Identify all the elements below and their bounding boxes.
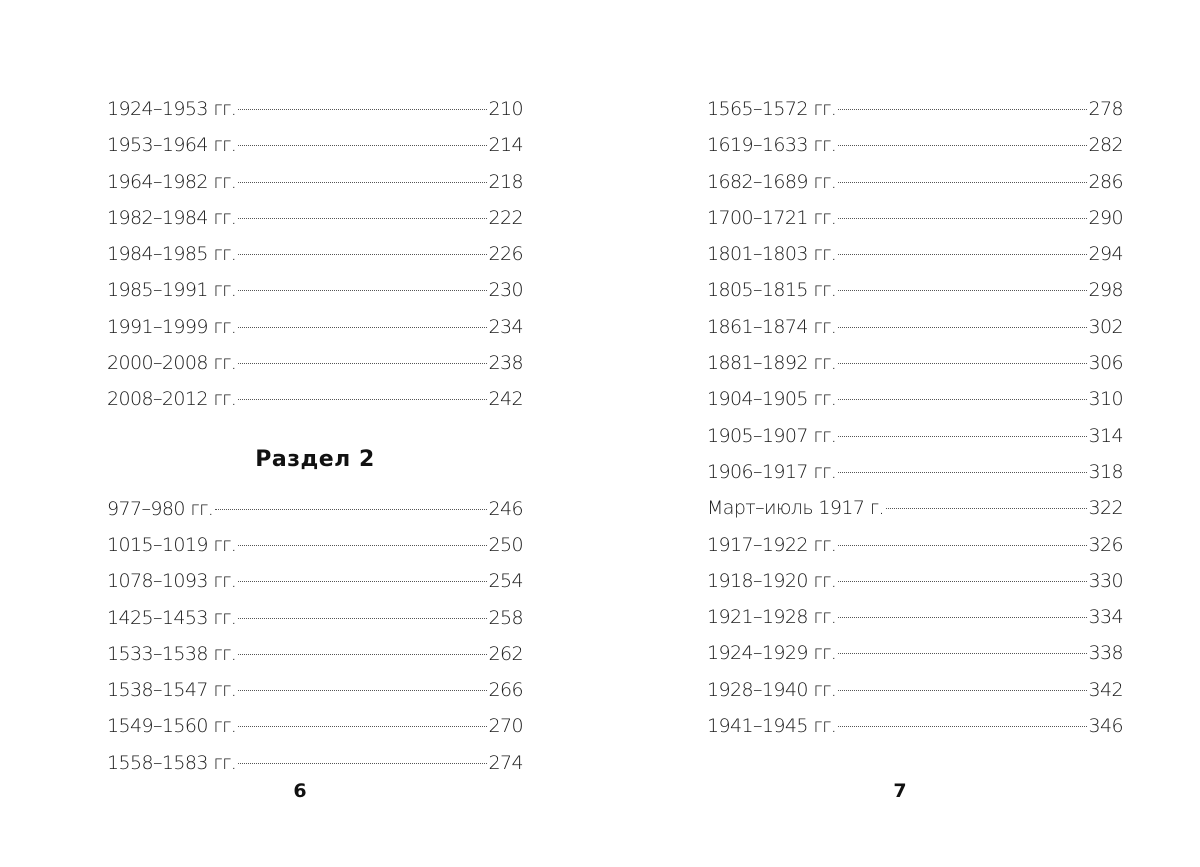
dot-leader xyxy=(238,581,486,582)
entry-title: 1921–1928 гг. xyxy=(707,606,837,629)
right-page xyxy=(600,0,1200,867)
dot-leader xyxy=(238,363,486,364)
dot-leader xyxy=(838,436,1086,437)
dot-leader xyxy=(838,472,1086,473)
entry-page-number: 266 xyxy=(488,679,523,702)
entry-page-number: 326 xyxy=(1088,533,1123,556)
dot-leader xyxy=(238,763,486,764)
entry-page-number: 238 xyxy=(488,352,523,375)
entry-page-number: 226 xyxy=(488,243,523,266)
entry-page-number: 294 xyxy=(1088,243,1123,266)
entry-title: 1619–1633 гг. xyxy=(707,134,837,157)
entry-page-number: 330 xyxy=(1088,569,1123,592)
dot-leader xyxy=(838,254,1086,255)
entry-page-number: 270 xyxy=(488,715,523,738)
toc-entry[interactable] xyxy=(707,272,1123,308)
entry-title: 1549–1560 гг. xyxy=(107,715,237,738)
entry-page-number: 222 xyxy=(488,206,523,229)
dot-leader xyxy=(838,726,1086,727)
entry-page-number: 246 xyxy=(488,497,523,520)
entry-title: 2008–2012 гг. xyxy=(107,388,237,411)
entry-page-number: 322 xyxy=(1088,497,1123,520)
toc-entry[interactable] xyxy=(707,309,1123,345)
entry-page-number: 338 xyxy=(1088,642,1123,665)
entry-page-number: 314 xyxy=(1088,424,1123,447)
toc-entry[interactable] xyxy=(107,236,523,272)
entry-title: 1801–1803 гг. xyxy=(707,243,837,266)
entry-page-number: 306 xyxy=(1088,352,1123,375)
dot-leader xyxy=(238,290,486,291)
dot-leader xyxy=(238,327,486,328)
entry-page-number: 234 xyxy=(488,315,523,338)
entry-title: 1906–1917 гг. xyxy=(707,460,837,483)
dot-leader xyxy=(838,363,1086,364)
dot-leader xyxy=(238,145,486,146)
entry-title: 1928–1940 гг. xyxy=(707,678,837,701)
toc-entry[interactable] xyxy=(707,200,1123,236)
dot-leader xyxy=(838,182,1086,183)
entry-page-number: 250 xyxy=(488,533,523,556)
toc-entry[interactable] xyxy=(707,381,1123,417)
entry-title: 977–980 гг. xyxy=(107,497,214,520)
entry-page-number: 282 xyxy=(1088,134,1123,157)
dot-leader xyxy=(238,218,486,219)
entry-page-number: 318 xyxy=(1088,460,1123,483)
toc-entry[interactable] xyxy=(707,635,1123,671)
toc-entry[interactable] xyxy=(107,563,523,599)
entry-title: 1984–1985 гг. xyxy=(107,243,237,266)
dot-leader xyxy=(838,399,1086,400)
toc-entry[interactable] xyxy=(107,345,523,381)
entry-title: 1982–1984 гг. xyxy=(107,206,237,229)
entry-page-number: 214 xyxy=(488,134,523,157)
entry-title: 1904–1905 гг. xyxy=(707,388,837,411)
entry-title: 1538–1547 гг. xyxy=(107,679,237,702)
toc-entry[interactable] xyxy=(107,381,523,417)
entry-page-number: 230 xyxy=(488,279,523,302)
entry-page-number: 334 xyxy=(1088,606,1123,629)
entry-page-number: 310 xyxy=(1088,388,1123,411)
dot-leader xyxy=(238,654,486,655)
entry-title: 1861–1874 гг. xyxy=(707,315,837,338)
toc-entry[interactable] xyxy=(107,127,523,163)
entry-page-number: 286 xyxy=(1088,170,1123,193)
dot-leader xyxy=(238,545,486,546)
entry-title: 1917–1922 гг. xyxy=(707,533,837,556)
toc-entry[interactable] xyxy=(107,636,523,672)
dot-leader xyxy=(838,327,1086,328)
entry-title: 1565–1572 гг. xyxy=(707,98,837,120)
dot-leader xyxy=(238,690,486,691)
toc-entry[interactable] xyxy=(107,672,523,708)
dot-leader xyxy=(838,653,1086,654)
entry-page-number: 218 xyxy=(488,170,523,193)
toc-entry[interactable] xyxy=(707,490,1123,526)
toc-entry[interactable] xyxy=(107,200,523,236)
dot-leader xyxy=(838,218,1086,219)
entry-title: 1918–1920 гг. xyxy=(707,569,837,592)
entry-title: 1558–1583 гг. xyxy=(107,751,237,774)
entry-title: 1941–1945 гг. xyxy=(707,715,837,738)
entry-page-number: 254 xyxy=(488,570,523,593)
toc-entry[interactable] xyxy=(707,164,1123,200)
toc-entry[interactable] xyxy=(707,599,1123,635)
dot-leader xyxy=(238,182,486,183)
entry-title: 1425–1453 гг. xyxy=(107,606,237,629)
toc-entry[interactable] xyxy=(707,418,1123,454)
entry-page-number: 210 xyxy=(488,98,523,120)
dot-leader xyxy=(238,726,486,727)
toc-entry[interactable] xyxy=(707,91,1123,127)
toc-entry[interactable] xyxy=(707,454,1123,490)
dot-leader xyxy=(238,109,486,110)
toc-entry[interactable] xyxy=(707,345,1123,381)
toc-entry[interactable] xyxy=(707,672,1123,708)
dot-leader xyxy=(215,509,486,510)
entry-page-number: 262 xyxy=(488,642,523,665)
entry-title: 1881–1892 гг. xyxy=(707,352,837,375)
dot-leader xyxy=(838,617,1086,618)
entry-title: 1805–1815 гг. xyxy=(707,279,837,302)
toc-entry[interactable] xyxy=(107,491,523,527)
dot-leader xyxy=(838,145,1086,146)
dot-leader xyxy=(838,581,1086,582)
toc-entry[interactable] xyxy=(107,708,523,744)
entry-page-number: 342 xyxy=(1088,678,1123,701)
dot-leader xyxy=(886,508,1087,509)
entry-page-number: 290 xyxy=(1088,206,1123,229)
entry-page-number: 278 xyxy=(1088,98,1123,120)
toc-entry[interactable] xyxy=(707,236,1123,272)
entry-page-number: 346 xyxy=(1088,715,1123,738)
entry-title: 1924–1953 гг. xyxy=(107,98,237,120)
entry-title: 1985–1991 гг. xyxy=(107,279,237,302)
entry-title: 2000–2008 гг. xyxy=(107,352,237,375)
entry-page-number: 298 xyxy=(1088,279,1123,302)
entry-page-number: 274 xyxy=(488,751,523,774)
toc-entry[interactable] xyxy=(707,563,1123,599)
dot-leader xyxy=(838,290,1086,291)
section-heading: Раздел 2 xyxy=(255,446,375,472)
entry-page-number: 302 xyxy=(1088,315,1123,338)
page-number: 7 xyxy=(893,780,907,802)
toc-entry[interactable] xyxy=(107,91,523,127)
dot-leader xyxy=(838,545,1086,546)
toc-entry[interactable] xyxy=(707,527,1123,563)
entry-page-number: 242 xyxy=(488,388,523,411)
dot-leader xyxy=(238,399,486,400)
entry-title: 1964–1982 гг. xyxy=(107,170,237,193)
toc-entry[interactable] xyxy=(107,527,523,563)
entry-title: 1953–1964 гг. xyxy=(107,134,237,157)
toc-entry[interactable] xyxy=(107,600,523,636)
toc-list-left xyxy=(107,91,523,781)
dot-leader xyxy=(838,690,1086,691)
entry-page-number: 258 xyxy=(488,606,523,629)
entry-title: 1078–1093 гг. xyxy=(107,570,237,593)
entry-title: 1015–1019 гг. xyxy=(107,533,237,556)
dot-leader xyxy=(838,109,1086,110)
dot-leader xyxy=(238,618,486,619)
entry-title: 1991–1999 гг. xyxy=(107,315,237,338)
toc-entry[interactable] xyxy=(107,164,523,200)
toc-list-right xyxy=(707,91,1123,744)
toc-entry[interactable] xyxy=(707,127,1123,163)
entry-title: 1924–1929 гг. xyxy=(707,642,837,665)
entry-title: 1533–1538 гг. xyxy=(107,642,237,665)
toc-entry[interactable] xyxy=(107,745,523,781)
toc-entry[interactable] xyxy=(107,309,523,345)
entry-title: 1700–1721 гг. xyxy=(707,206,837,229)
toc-entry[interactable] xyxy=(707,708,1123,744)
page-number: 6 xyxy=(293,780,307,802)
entry-title: 1682–1689 гг. xyxy=(707,170,837,193)
dot-leader xyxy=(238,254,486,255)
entry-title: 1905–1907 гг. xyxy=(707,424,837,447)
entry-title: Март–июль 1917 г. xyxy=(707,497,884,520)
toc-entry[interactable] xyxy=(107,272,523,308)
